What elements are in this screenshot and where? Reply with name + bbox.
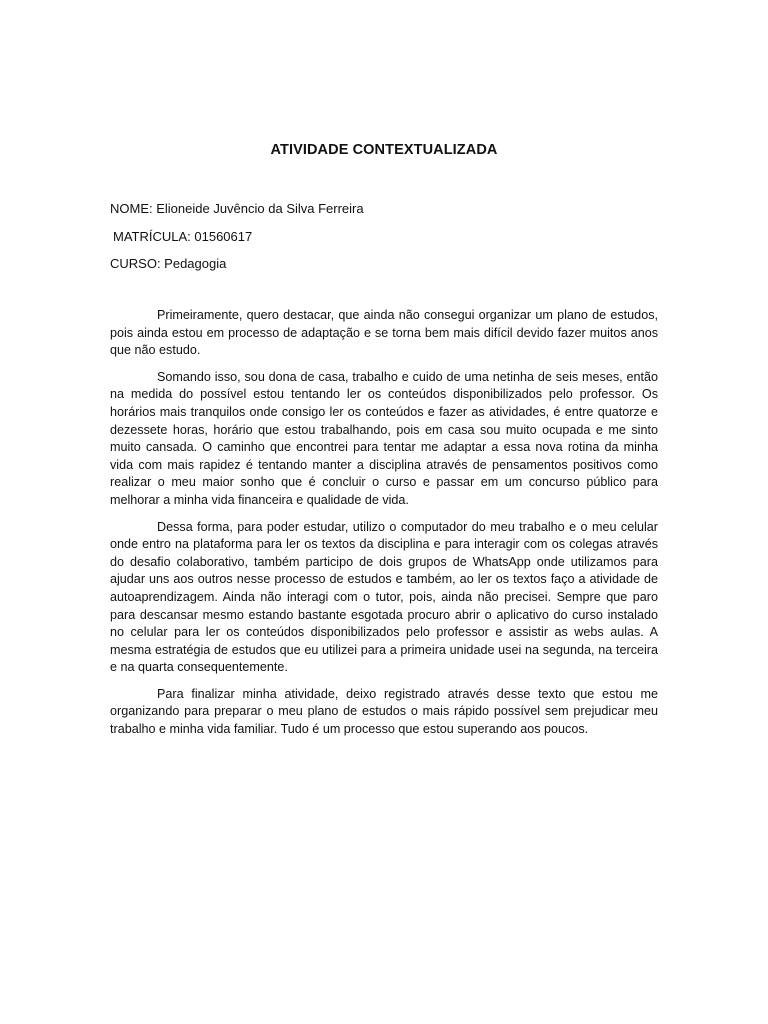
paragraph-conclusion: Para finalizar minha atividade, deixo registrado através desse texto que estou me organizando para preparar o meu plano de estudos o mais rápido possível sem prejudicar meu trabalho e minha vida familiar. Tudo é um processo que estou superando aos poucos. <box>110 686 658 737</box>
registration-number: MATRÍCULA: 01560617 <box>113 229 253 244</box>
paragraph-study-method: Dessa forma, para poder estudar, utilizo o computador do meu trabalho e o meu celular onde entro na plataforma para ler os textos da disciplina e para interagir com os colegas através do desafio colaborativo, também participo de dois grupos de WhatsApp onde utilizamos para ajudar uns aos outros nesse processo de estudos e também, ao ler os textos faço a atividade de autoaprendizagem. Ainda não interagi com o tutor, pois, ainda não precisei. Sempre que paro para descansar mesmo estando bastante esgotada procuro abrir o aplicativo do curso instalado no celular para ler os conteúdos disponibilizados pelo professor e assistir as webs aulas. A mesma estratégia de estudos que eu utilizei para a primeira unidade usei na segunda, na terceira e na quarta consequentemente. <box>110 519 658 675</box>
course-name: CURSO: Pedagogia <box>110 256 227 271</box>
student-name: NOME: Elioneide Juvêncio da Silva Ferreira <box>110 201 364 216</box>
document-body <box>110 307 658 748</box>
document-title: ATIVIDADE CONTEXTUALIZADA <box>270 142 498 158</box>
paragraph-routine: Somando isso, sou dona de casa, trabalho e cuido de uma netinha de seis meses, então na medida do possível estou tentando ler os conteúdos disponibilizados pelo professor. Os horários mais tranquilos onde consigo ler os conteúdos e fazer as atividades, é entre quatorze e dezessete horas, horário que estou trabalhando, pois em casa sou muito ocupada e me sinto muito cansada. O caminho que encontrei para tentar me adaptar a essa nova rotina da minha vida com mais rapidez é tentando manter a disciplina através de pensamentos positivos como realizar o meu maior sonho que é concluir o curso e passar em um concurso público para melhorar a minha vida financeira e qualidade de vida. <box>110 369 658 507</box>
paragraph-intro: Primeiramente, quero destacar, que ainda não consegui organizar um plano de estudos, pois ainda estou em processo de adaptação e se torna bem mais difícil devido fazer muitos anos que não estudo. <box>110 308 658 358</box>
